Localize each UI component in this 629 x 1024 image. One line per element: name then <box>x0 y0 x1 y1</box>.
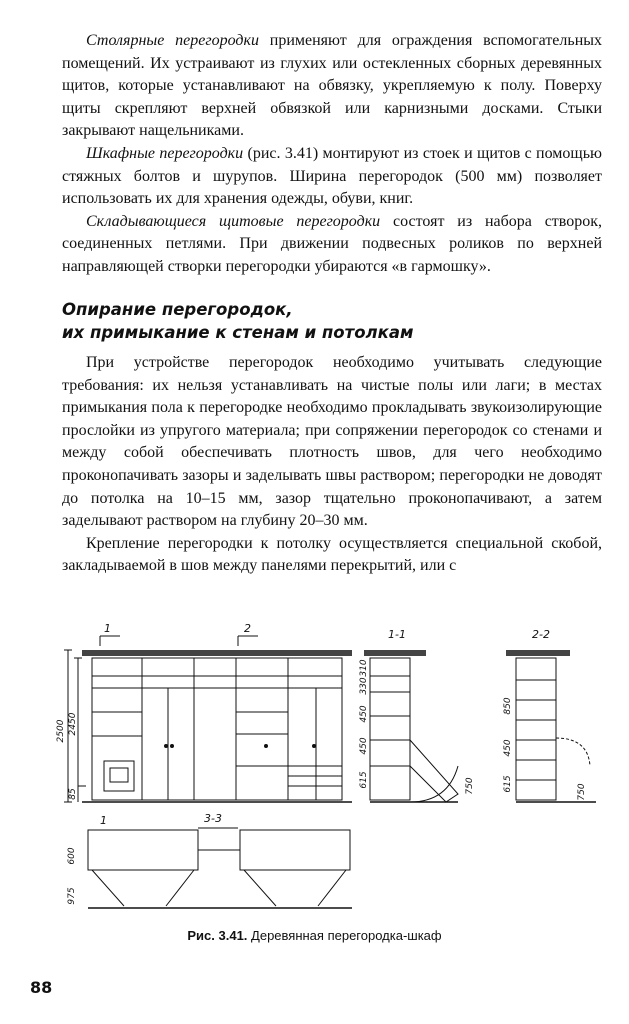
front-elevation <box>56 622 352 802</box>
paragraph-cabinet-partitions <box>62 143 602 211</box>
dim-750-b: 750 <box>577 783 587 801</box>
caption-text: Деревянная перегородка-шкаф <box>247 928 442 943</box>
section-2-2 <box>503 628 596 802</box>
section-1-1 <box>359 628 475 802</box>
dim-750-a: 750 <box>465 777 475 795</box>
intro-paragraphs <box>62 30 602 279</box>
page-number: 88 <box>30 978 53 997</box>
section-mark-1: 1 <box>104 622 111 635</box>
term-cabinet: Шкафные перегородки <box>86 144 244 162</box>
paragraph-ceiling-fixing: Крепление перегородки к потолку осуществляется специальной скобой, закладываемой в шов между панелями перекрытий, или с <box>62 534 602 575</box>
heading-line-2: их примыкание к стенам и потолкам <box>62 323 414 342</box>
paragraph-text: состоят из набора створок, соединенных петлями. При движении подвесных роликов по верхней направляющей створки перегородки убираются «в гармошку». <box>62 212 603 275</box>
paragraph-folding-partitions <box>62 211 602 279</box>
term-joinery: Столярные перегородки <box>86 32 259 49</box>
dim-2500: 2500 <box>56 719 66 743</box>
dim-450-c: 450 <box>503 739 513 757</box>
paragraph-joinery-partitions <box>62 30 602 143</box>
section-1-1-label: 1-1 <box>388 628 406 641</box>
plan-view <box>67 812 352 908</box>
dim-310: 310 <box>359 659 369 677</box>
figure-cabinet-partition <box>48 616 608 916</box>
heading-line-1: Опирание перегородок, <box>62 300 293 319</box>
section-mark-2: 2 <box>244 622 251 635</box>
dim-975: 975 <box>67 887 77 905</box>
dim-850: 850 <box>503 697 513 715</box>
dim-85: 85 <box>68 788 78 800</box>
section-2-2-label: 2-2 <box>532 628 550 641</box>
paragraph-requirements: При устройстве перегородок необходимо учитывать следующие требования: их нельзя устанавливать на чистые полы или лаги; в местах примыкания пола к перегородке необходимо прокладывать звукоизолирующие прослойки из упругого материала; при сопряжении перегородок со стенами и между собой обеспечивать плотность швов, для чего необходимо проконопачивать зазоры и заделывать швы раствором; перегородки не доводят до потолка на 10–15 мм, зазор тщательно проконопачивают, а затем заделывают раствором на глубину 20–30 мм. <box>62 354 602 530</box>
section-3-3-label: 3-3 <box>204 812 222 825</box>
plan-mark-1: 1 <box>100 814 107 827</box>
dim-615: 615 <box>359 771 369 789</box>
paragraph-text: применяют для ограждения вспомогательных помещений. Их устраивают из глухих или остекленных сборных деревянных щитов, которые устанавливают на обвязку, укрепляемую к полу. Поверху щиты скрепляют верхней обвязкой или карнизными досками. Стыки закрывают нащельниками. <box>62 32 603 140</box>
body-paragraphs <box>62 352 602 578</box>
dim-600: 600 <box>67 847 77 865</box>
section-heading <box>62 298 582 344</box>
dim-450-b: 450 <box>359 737 369 755</box>
dim-615-b: 615 <box>503 775 513 793</box>
dim-450-a: 450 <box>359 705 369 723</box>
figure-caption <box>0 928 629 943</box>
caption-label: Рис. 3.41. <box>187 928 248 943</box>
technical-drawing <box>48 616 608 916</box>
dim-330: 330 <box>359 677 369 695</box>
paragraph-text: (рис. 3.41) монтируют из стоек и щитов с помощью стяжных болтов и шурупов. Ширина перегородок (500 мм) позволяет использовать их для хранения одежды, обуви, книг. <box>62 144 602 208</box>
dim-2450: 2450 <box>68 712 78 736</box>
term-folding: Складывающиеся щитовые перегородки <box>86 212 381 230</box>
